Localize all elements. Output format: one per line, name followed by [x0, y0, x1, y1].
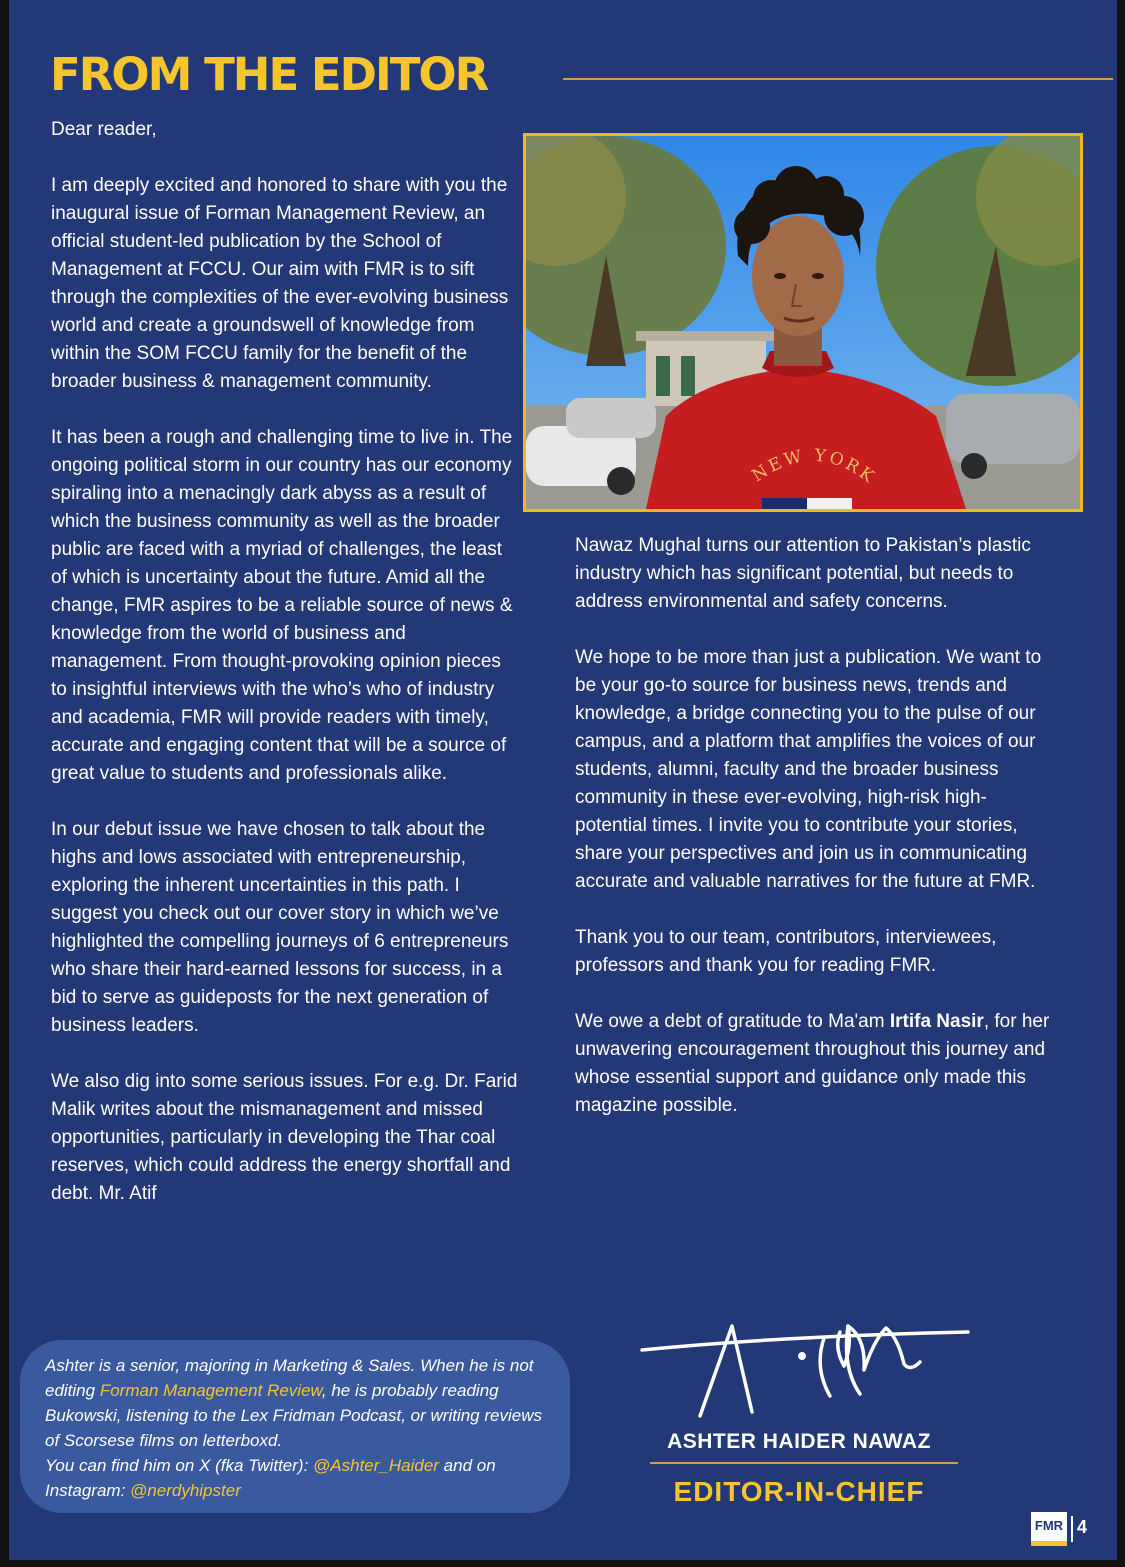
handwritten-signature — [634, 1308, 974, 1428]
page-title: FROM THE EDITOR — [50, 48, 488, 101]
magazine-page — [9, 0, 1117, 1560]
paragraph-8-start: We owe a debt of gratitude to Ma'am — [575, 1011, 890, 1032]
title-divider — [563, 78, 1113, 80]
bio-line-4: and on Instagram: — [45, 1456, 496, 1500]
paragraph-2: It has been a rough and challenging time to live in. The ongoing political storm in our country has our economy spiraling into a menacingly dark abyss as a result of which the business community as well as the broader public are faced with a myriad of challenges, the least of which is uncertainty about the future. Amid all the change, FMR aspires to be a reliable source of news & knowledge from the world of business and management. From thought-provoking opinion pieces to insightful interviews with the who’s who of industry and academia, FMR will provide readers with timely, accurate and engaging content that will be a source of great value to students and professionals alike. — [51, 427, 513, 784]
editor-photo — [523, 133, 1083, 512]
shirt-print-text: NEW YORK — [748, 445, 880, 489]
paragraph-4: We also dig into some serious issues. For e.g. Dr. Farid Malik writes about the mismanagement and missed opportunities, particularly in developing the Thar coal reserves, which could address the energy shortfall and debt. Mr. Atif — [51, 1071, 518, 1204]
paragraph-8-end: , for her unwavering encouragement throughout this journey and whose essential support and guidance only made this magazine possible. — [575, 1011, 1050, 1116]
editor-portrait-illustration — [526, 136, 1080, 509]
acknowledged-name: Irtifa Nasir — [889, 1011, 984, 1032]
paragraph-1: I am deeply excited and honored to share with you the inaugural issue of Forman Management Review, an official student-led publication by the School of Management at FCCU. Our aim with FMR is to sift through the complexities of the ever-evolving business world and create a groundswell of knowledge from within the SOM FCCU family for the benefit of the broader business & management community. — [51, 175, 509, 392]
paragraph-3: In our debut issue we have chosen to talk about the highs and lows associated with entrepreneurship, exploring the inherent uncertainties in this path. I suggest you check out our cover story in which we’ve highlighted the compelling journeys of 6 entrepreneurs who share their hard-earned lessons for success, in a bid to serve as guideposts for the next generation of business leaders. — [51, 819, 509, 1036]
bio-line-2: , he is probably reading Bukowski, listening to the Lex Fridman Podcast, or writing reviews of Scorsese films on letterboxd. — [45, 1381, 542, 1450]
editor-bio-box — [20, 1340, 570, 1513]
instagram-handle-link[interactable]: @nerdyhipster — [130, 1481, 241, 1500]
twitter-handle-link[interactable]: @Ashter_Haider — [313, 1456, 439, 1475]
letter-left-column — [51, 116, 521, 1236]
paragraph-8 — [575, 1008, 1050, 1120]
bio-line-1: Ashter is a senior, majoring in Marketing & Sales. When he is not editing — [45, 1356, 534, 1400]
salutation: Dear reader, — [51, 119, 157, 140]
signature-divider — [650, 1462, 958, 1464]
page-number: 4 — [1077, 1517, 1088, 1537]
paragraph-7: Thank you to our team, contributors, interviewees, professors and thank you for reading FMR. — [575, 927, 997, 976]
editor-role: EDITOR-IN-CHIEF — [673, 1476, 925, 1507]
footer-separator — [1071, 1516, 1073, 1542]
editor-name: ASHTER HAIDER NAWAZ — [667, 1430, 931, 1453]
paragraph-6: We hope to be more than just a publication. We want to be your go-to source for business news, trends and knowledge, a bridge connecting you to the pulse of our campus, and a platform that amplifies the voices of our students, alumni, faculty and the broader business community in these ever-evolving, high-risk high-potential times. I invite you to contribute your stories, share your perspectives and join us in communicating accurate and valuable narratives for the future at FMR. — [575, 647, 1042, 892]
bio-line-3: You can find him on X (fka Twitter): — [45, 1456, 314, 1475]
fmr-logo: FMR — [1031, 1512, 1067, 1546]
letter-right-column — [575, 532, 1050, 1148]
paragraph-5: Nawaz Mughal turns our attention to Pakistan’s plastic industry which has significant potential, but needs to address environmental and safety concerns. — [575, 535, 1031, 612]
bio-publication-name: Forman Management Review — [99, 1381, 322, 1400]
